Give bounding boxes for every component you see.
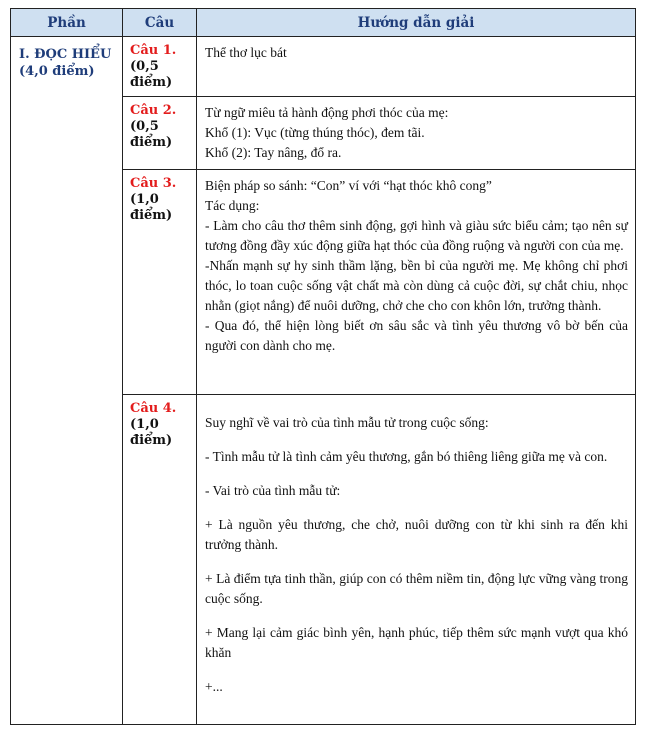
answer-line: -Nhấn mạnh sự hy sinh thầm lặng, bền bỉ của người mẹ. Mẹ không chỉ phơi thóc, lo toan cuộc sống vật chất mà còn dùng cả cuộc đời, sự chắt chiu, nhọc nhằn (giọt nắng) để nuôi dưỡng, chở che cho con khôn lớn, trưởng thành.: [205, 258, 628, 313]
answer-key-table: [10, 8, 636, 725]
answer-line: Tác dụng:: [205, 198, 260, 213]
header-question: Câu: [123, 9, 197, 37]
header-row: [11, 9, 636, 37]
answer-cell: [197, 97, 636, 170]
part-title: I. ĐỌC HIỂU: [19, 47, 112, 62]
part-score: (4,0 điểm): [19, 64, 95, 79]
question-cell: [123, 37, 197, 97]
header-guide: Hướng dẫn giải: [197, 9, 636, 37]
answer-line: Thể thơ lục bát: [205, 45, 287, 60]
answer-line: - Làm cho câu thơ thêm sinh động, gợi hình và giàu sức biểu cảm; tạo nên sự tương đồng đầy xúc động giữa hạt thóc của đồng ruộng và người con của mẹ.: [205, 218, 628, 253]
answer-cell: [197, 395, 636, 725]
part-cell: [11, 37, 123, 725]
answer-line: Khổ (1): Vục (từng thúng thóc), đem tãi.: [205, 125, 425, 140]
answer-cell: [197, 37, 636, 97]
table-row: [11, 37, 636, 97]
question-title: Câu 2.: [130, 103, 177, 118]
answer-line: Khổ (2): Tay nâng, đổ ra.: [205, 145, 342, 160]
answer-line: Biện pháp so sánh: “Con” ví với “hạt thóc khô cong”: [205, 178, 492, 193]
question-score: (0,5 điểm): [130, 59, 173, 90]
answer-line: Từ ngữ miêu tả hành động phơi thóc của mẹ:: [205, 105, 449, 120]
answer-line: - Qua đó, thể hiện lòng biết ơn sâu sắc và tình yêu thương vô bờ bến của người con dành cho mẹ.: [205, 318, 628, 353]
question-title: Câu 4.: [130, 401, 177, 416]
question-title: Câu 3.: [130, 176, 177, 191]
header-part: Phần: [11, 9, 123, 37]
question-score: (1,0 điểm): [130, 417, 173, 448]
question-title: Câu 1.: [130, 43, 177, 58]
answer-line: Suy nghĩ về vai trò của tình mẫu tử trong cuộc sống:: [205, 415, 489, 430]
answer-line: - Vai trò của tình mẫu tử:: [205, 483, 341, 498]
answer-cell: [197, 170, 636, 395]
question-cell: [123, 395, 197, 725]
answer-line: + Mang lại cảm giác bình yên, hạnh phúc, tiếp thêm sức mạnh vượt qua khó khăn: [205, 625, 628, 660]
question-cell: [123, 97, 197, 170]
answer-line: +...: [205, 679, 223, 694]
answer-line: - Tình mẫu tử là tình cảm yêu thương, gắn bó thiêng liêng giữa mẹ và con.: [205, 449, 608, 464]
question-score: (1,0 điểm): [130, 192, 173, 223]
question-score: (0,5 điểm): [130, 119, 173, 150]
answer-line: + Là nguồn yêu thương, che chở, nuôi dưỡng con từ khi sinh ra đến khi trưởng thành.: [205, 517, 628, 552]
question-cell: [123, 170, 197, 395]
answer-line: + Là điểm tựa tinh thần, giúp con có thêm niềm tin, động lực vững vàng trong cuộc sống.: [205, 571, 628, 606]
